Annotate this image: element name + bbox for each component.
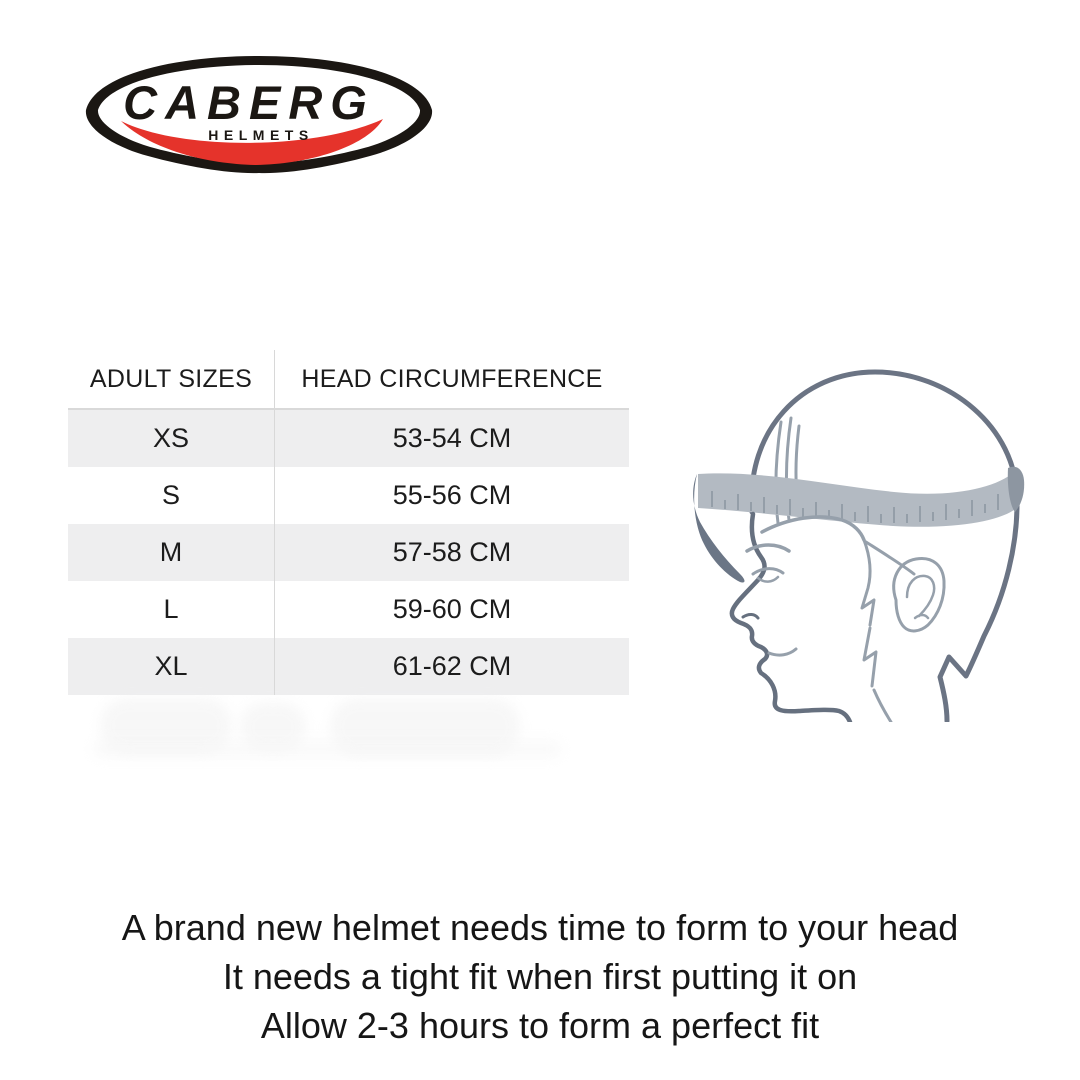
neck-line <box>874 690 891 722</box>
circumference-cell: 61-62 CM <box>392 651 512 681</box>
faint-watermark-blob <box>92 740 562 758</box>
ear-outline <box>894 558 944 630</box>
table-row <box>68 581 629 638</box>
mouth-line <box>769 649 796 655</box>
head-profile-icon <box>690 360 1062 722</box>
size-cell: XS <box>68 410 275 467</box>
face-profile-outline <box>732 514 850 722</box>
circumference-cell: 55-56 CM <box>392 480 512 510</box>
size-table-body <box>68 408 629 695</box>
hairline-to-ear <box>866 542 914 574</box>
nostril-line <box>743 614 758 618</box>
circumference-cell: 59-60 CM <box>392 594 512 624</box>
fitting-advice-line-1: A brand new helmet needs time to form to your head <box>121 907 959 948</box>
size-cell: L <box>68 581 275 638</box>
temple-hairline <box>862 540 874 625</box>
eye-upper-line <box>753 569 783 574</box>
head-measurement-illustration <box>690 360 1062 722</box>
cheek-line <box>864 628 876 686</box>
circumference-cell: 53-54 CM <box>392 423 512 453</box>
fitting-advice <box>0 903 1080 1050</box>
size-table-header-circumference: HEAD CIRCUMFERENCE <box>301 364 603 393</box>
table-row <box>68 410 629 467</box>
size-cell: S <box>68 467 275 524</box>
ear-lobe-line <box>915 615 928 618</box>
logo-tagline-text: HELMETS <box>208 127 314 143</box>
size-cell: XL <box>68 638 275 695</box>
fitting-advice-line-2: It needs a tight fit when first putting it on <box>222 956 858 997</box>
table-row <box>68 524 629 581</box>
size-table-header-row <box>68 350 629 408</box>
table-row <box>68 467 629 524</box>
caberg-logo <box>83 53 435 177</box>
measuring-tape-band <box>698 472 1021 527</box>
table-row <box>68 638 629 695</box>
caberg-logo-graphic <box>83 53 435 177</box>
fitting-advice-line-3: Allow 2-3 hours to form a perfect fit <box>260 1005 820 1046</box>
size-table <box>68 350 629 695</box>
ear-inner-line <box>907 576 934 616</box>
size-table-header-sizes: ADULT SIZES <box>68 350 275 408</box>
size-cell: M <box>68 524 275 581</box>
circumference-cell: 57-58 CM <box>392 537 512 567</box>
logo-brand-text: CABERG <box>123 76 375 129</box>
